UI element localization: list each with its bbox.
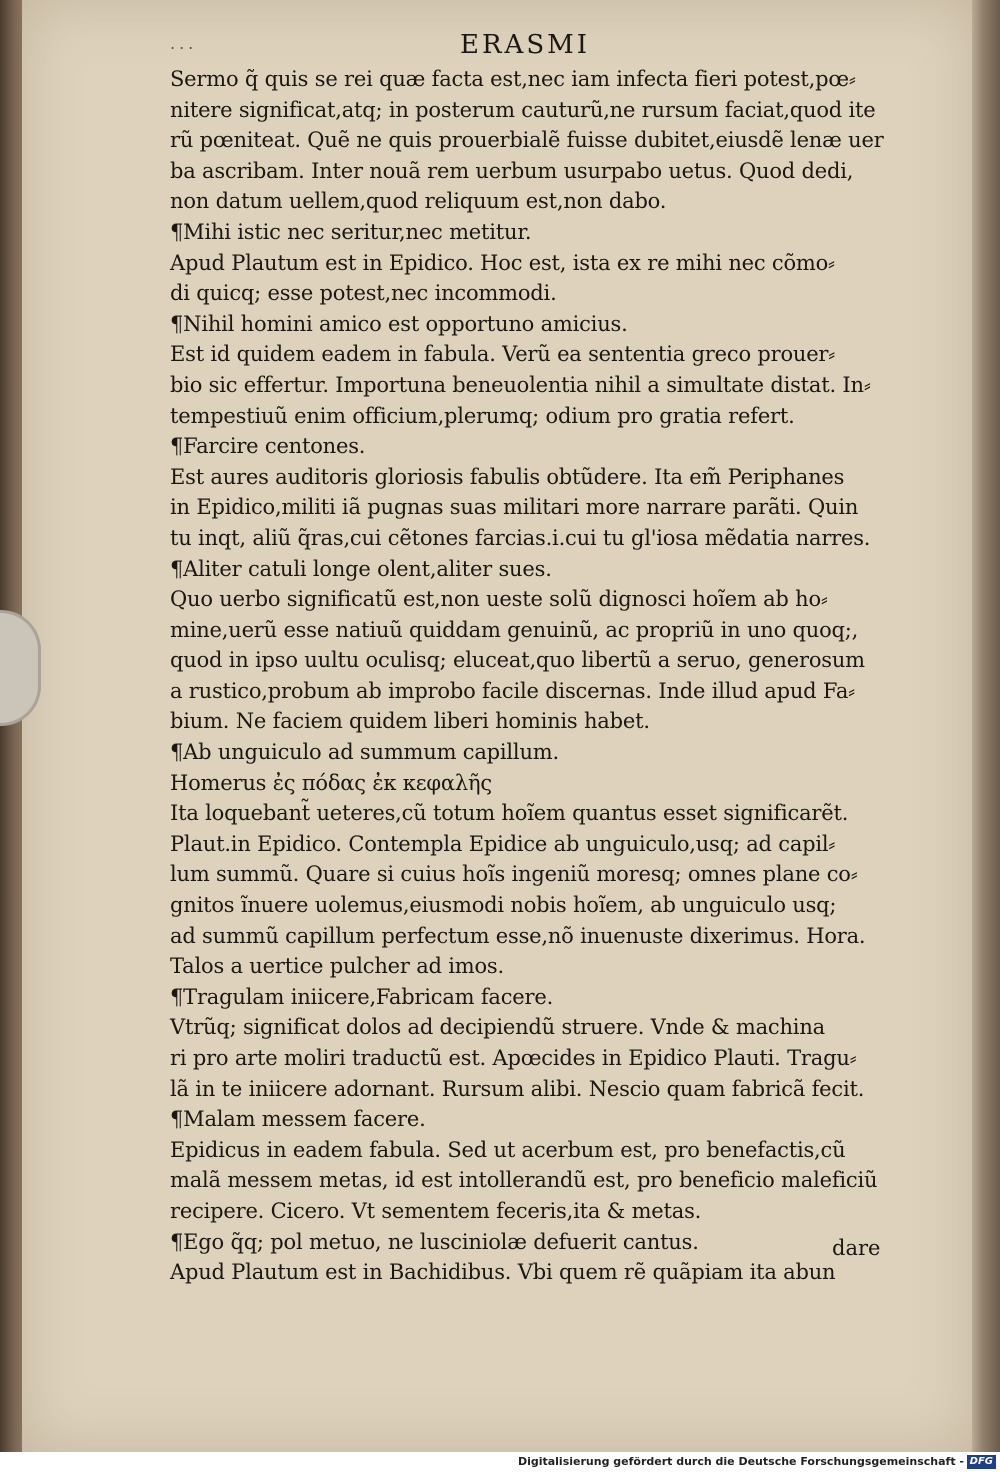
text-line: tu inqt, aliũ q̃ras,cui cẽtones farcias.i.cui tu gl'iosa mẽdatia narres. bbox=[170, 525, 871, 550]
text-line: gnitos ĩnuere uolemus,eiusmodi nobis hoĩem, ab unguiculo usq; bbox=[170, 893, 837, 918]
text-line: Est id quidem eadem in fabula. Verũ ea sententia greco prouer⸗ bbox=[170, 342, 836, 367]
text-line: non datum uellem,quod reliquum est,non dabo. bbox=[170, 189, 667, 214]
text-line: Talos a uertice pulcher ad imos. bbox=[170, 954, 504, 979]
text-line: a rustico,probum ab improbo facile discernas. Inde illud apud Fa⸗ bbox=[170, 678, 855, 703]
text-line: nitere significat,atq; in posterum cauturũ,ne rursum faciat,quod ite bbox=[170, 97, 876, 122]
section-heading: ¶Nihil homini amico est opportuno amicius. bbox=[170, 311, 628, 336]
text-line: Epidicus in eadem fabula. Sed ut acerbum est, pro benefactis,cũ bbox=[170, 1137, 846, 1162]
book-cover-edge bbox=[0, 0, 24, 1452]
text-line: ri pro arte moliri traductũ est. Apœcides in Epidico Plauti. Tragu⸗ bbox=[170, 1046, 857, 1070]
text-line: quod in ipso uultu oculisq; eluceat,quo libertũ a seruo, generosum bbox=[170, 648, 865, 673]
text-line: lã in te iniicere adornant. Rursum alibi. Nescio quam fabricã fecit. bbox=[170, 1076, 865, 1101]
text-line: ba ascribam. Inter nouã rem uerbum usurpabo uetus. Quod dedi, bbox=[170, 158, 854, 183]
page-edge bbox=[972, 0, 1000, 1452]
text-line: Ita loquebant̃ ueteres,cũ totum hoĩem quantus esset significarẽt. bbox=[170, 801, 849, 826]
digitization-footer bbox=[0, 1452, 1000, 1472]
greek-quotation: Homerus ἐς πόδας ἐκ κεφαλῆς bbox=[170, 770, 492, 795]
section-heading: ¶Ego q̃q; pol metuo, ne lusciniolæ defuerit cantus. bbox=[170, 1229, 699, 1254]
section-heading: ¶Malam messem facere. bbox=[170, 1107, 426, 1132]
text-line: Vtrũq; significat dolos ad decipiendũ struere. Vnde & machina bbox=[170, 1015, 825, 1040]
section-heading: ¶Aliter catuli longe olent,aliter sues. bbox=[170, 556, 552, 581]
running-head: ERASMI bbox=[460, 30, 591, 60]
section-heading: ¶Ab unguiculo ad summum capillum. bbox=[170, 740, 559, 765]
page-text-block bbox=[170, 64, 890, 1288]
text-line: di quicq; esse potest,nec incommodi. bbox=[170, 281, 557, 306]
text-line: Apud Plautum est in Epidico. Hoc est, ista ex re mihi nec cõmo⸗ bbox=[170, 250, 835, 275]
folio-mark: ... bbox=[170, 34, 198, 53]
text-line: Quo uerbo significatũ est,non ueste solũ dignosci hoĩem ab ho⸗ bbox=[170, 587, 828, 612]
funding-credit: Digitalisierung gefördert durch die Deutsche Forschungsgemeinschaft - bbox=[517, 1455, 964, 1468]
section-heading: ¶Mihi istic nec seritur,nec metitur. bbox=[170, 219, 532, 244]
text-line: Sermo q̃ quis se rei quæ facta est,nec iam infecta fieri potest,pœ⸗ bbox=[170, 67, 856, 91]
section-heading: ¶Tragulam iniicere,Fabricam facere. bbox=[170, 984, 554, 1009]
text-line: rũ pœniteat. Quẽ ne quis prouerbialẽ fuisse dubitet,eiusdẽ lenæ uer bbox=[170, 128, 884, 153]
text-line: recipere. Cicero. Vt sementem feceris,ita & metas. bbox=[170, 1198, 702, 1223]
section-heading: ¶Farcire centones. bbox=[170, 434, 366, 459]
dfg-logo-icon: DFG bbox=[967, 1455, 996, 1469]
catchword: dare bbox=[832, 1236, 881, 1260]
text-line: mine,uerũ esse natiuũ quiddam genuinũ, ac propriũ in uno quoq;, bbox=[170, 617, 859, 642]
text-line: lum summũ. Quare si cuius hoĩs ingeniũ moresq; omnes plane co⸗ bbox=[170, 862, 858, 887]
text-line: bio sic effertur. Importuna beneuolentia nihil a simultate distat. In⸗ bbox=[170, 372, 871, 397]
text-line: Plaut.in Epidico. Contempla Epidice ab unguiculo,usq; ad capil⸗ bbox=[170, 831, 836, 856]
text-line: Est aures auditoris gloriosis fabulis obtũdere. Ita em̃ Periphanes bbox=[170, 464, 845, 489]
text-line: in Epidico,militi iã pugnas suas militari more narrare parãti. Quin bbox=[170, 495, 859, 520]
text-line: Apud Plautum est in Bachidibus. Vbi quem rẽ quãpiam ita abun bbox=[170, 1260, 836, 1285]
text-line: ad summũ capillum perfectum esse,nõ inuenuste dixerimus. Hora. bbox=[170, 923, 866, 948]
text-line: malã messem metas, id est intollerandũ est, pro beneficio maleficiũ bbox=[170, 1168, 878, 1193]
text-line: tempestiuũ enim officium,plerumq; odium pro gratia refert. bbox=[170, 403, 795, 428]
text-line: bium. Ne faciem quidem liberi hominis habet. bbox=[170, 709, 650, 734]
